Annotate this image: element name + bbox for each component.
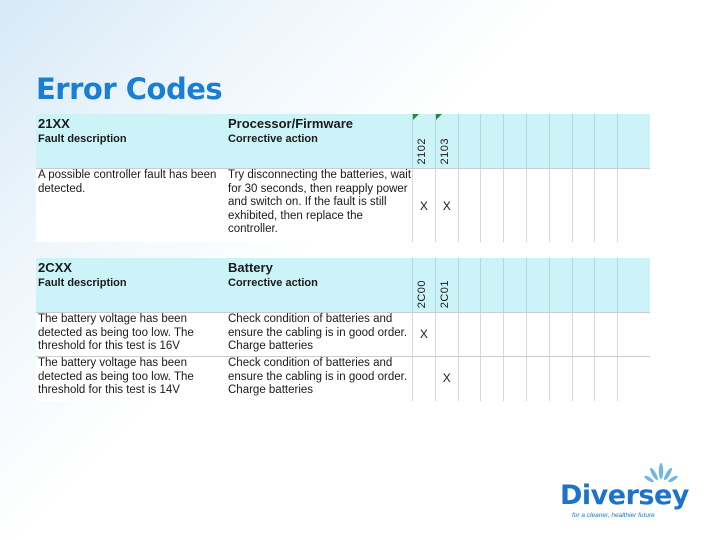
code-column-header: 2103	[435, 114, 458, 168]
code-group-label: 2CXX	[38, 260, 72, 275]
corrective-action-cell: Check condition of batteries and ensure the cabling is in good order. Charge batteries	[228, 313, 408, 352]
fault-description-cell: The battery voltage has been detected as being too low. The threshold for this test is 16V	[38, 313, 194, 352]
slide-title: Error Codes	[36, 72, 223, 106]
table-header	[36, 258, 650, 312]
logo-wordmark: Diversey	[560, 480, 689, 511]
code-column-header: 2C01	[435, 258, 458, 312]
fault-description-cell: A possible controller fault has been detected.	[38, 169, 217, 195]
fault-description-header: Fault description	[38, 277, 127, 289]
category-label: Battery	[228, 260, 273, 275]
comment-flag-icon	[413, 114, 419, 120]
code-mark: X	[419, 327, 428, 341]
corrective-action-header: Corrective action	[228, 133, 318, 145]
code-group-label: 21XX	[38, 116, 70, 131]
error-table-processor	[36, 114, 650, 242]
code-mark: X	[442, 371, 451, 385]
comment-flag-icon	[436, 114, 442, 120]
logo-tagline: for a cleaner, healthier future	[572, 512, 655, 519]
code-column-header: 2102	[412, 114, 435, 168]
code-column-header: 2C00	[412, 258, 435, 312]
table-row	[36, 356, 650, 401]
corrective-action-cell: Check condition of batteries and ensure the cabling is in good order. Charge batteries	[228, 357, 408, 396]
diversey-logo	[560, 462, 690, 522]
corrective-action-cell: Try disconnecting the batteries, wait for 30 seconds, then reapply power and switch on. If the fault is still exhibited, then replace the controller.	[228, 169, 412, 235]
table-row	[36, 168, 650, 242]
fault-description-cell: The battery voltage has been detected as being too low. The threshold for this test is 14V	[38, 357, 194, 396]
code-mark: X	[442, 199, 451, 213]
table-header	[36, 114, 650, 168]
corrective-action-header: Corrective action	[228, 277, 318, 289]
error-table-battery	[36, 258, 650, 401]
fault-description-header: Fault description	[38, 133, 127, 145]
category-label: Processor/Firmware	[228, 116, 354, 131]
table-row	[36, 312, 650, 356]
code-mark: X	[419, 199, 428, 213]
